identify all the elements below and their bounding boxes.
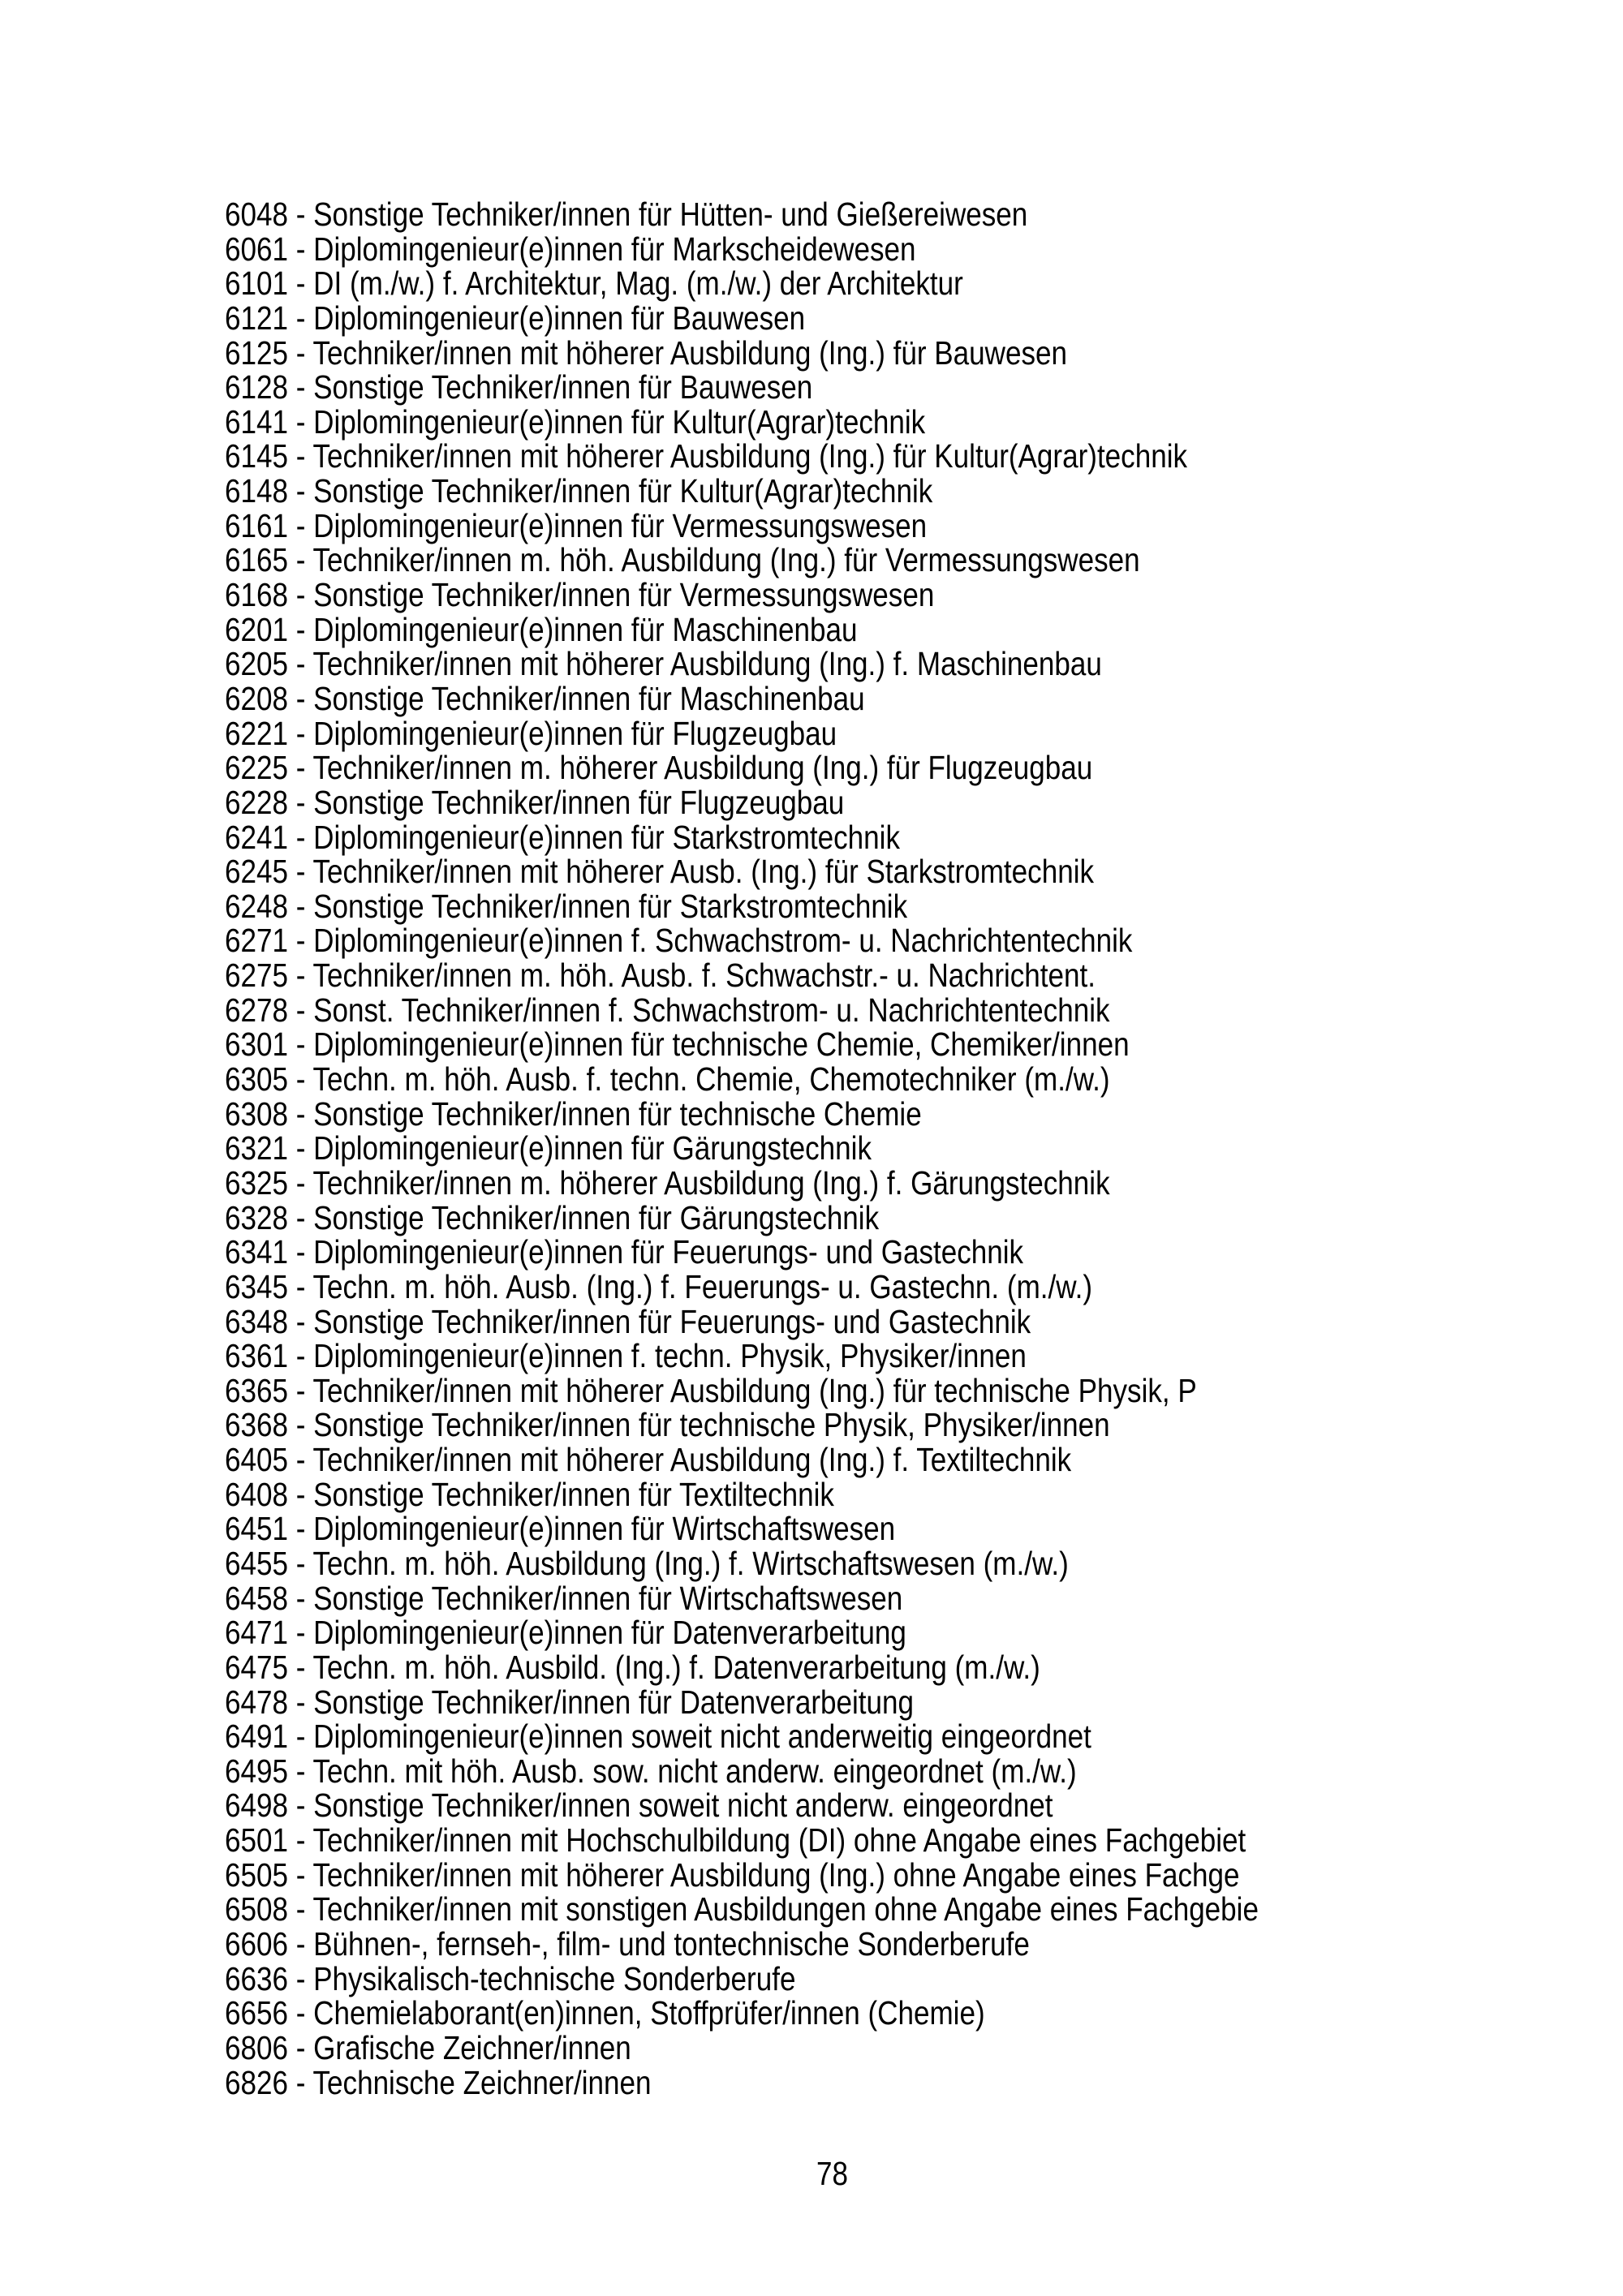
entry-text [225, 1371, 1197, 1409]
entry-separator: - [287, 368, 314, 406]
entry-text [225, 716, 837, 751]
entry-title: Techniker/innen mit höherer Ausbildung (Ing.) für Kultur(Agrar)technik [312, 437, 1188, 475]
entry-separator: - [287, 541, 313, 579]
list-item [225, 1855, 1434, 1894]
entry-text [225, 1855, 1240, 1894]
entry-separator: - [287, 1163, 313, 1202]
entry-separator: - [287, 1510, 314, 1548]
entry-text [225, 750, 1092, 785]
entry-separator: - [287, 1786, 314, 1825]
list-item [225, 681, 1434, 716]
entry-separator: - [287, 818, 314, 856]
entry-text [225, 1581, 902, 1616]
entry-text [225, 1823, 1246, 1858]
entry-code: 6501 [225, 1821, 288, 1860]
entry-text [225, 1408, 1110, 1443]
entry-text [225, 1198, 880, 1236]
list-item [225, 1062, 1434, 1097]
entry-code: 6455 [225, 1544, 288, 1582]
entry-separator: - [287, 1129, 314, 1167]
entry-text [225, 681, 865, 716]
entry-text [225, 1094, 922, 1133]
entry-separator: - [287, 299, 314, 337]
entry-text [225, 197, 1027, 232]
entry-text [225, 333, 1068, 372]
entry-code: 6451 [225, 1510, 288, 1548]
list-item [225, 1339, 1434, 1374]
entry-code: 6205 [225, 645, 288, 683]
list-item [225, 1788, 1434, 1823]
entry-separator: - [287, 1855, 313, 1894]
list-item [225, 1823, 1434, 1858]
entry-title: Sonstige Techniker/innen für Datenverarbeitung [313, 1683, 915, 1721]
entry-title: Diplomingenieur(e)innen für Vermessungswesen [313, 506, 928, 544]
entry-title: Sonstige Techniker/innen für Flugzeugbau [313, 783, 845, 821]
entry-code: 6321 [225, 1129, 288, 1167]
entry-code: 6241 [225, 818, 288, 856]
entry-code: 6101 [225, 264, 288, 303]
list-item [225, 1235, 1434, 1270]
entry-code: 6495 [225, 1752, 288, 1790]
entry-title: Diplomingenieur(e)innen für Datenverarbeitung [313, 1614, 906, 1652]
entry-code: 6145 [225, 437, 288, 475]
entry-title: Techniker/innen mit höherer Ausb. (Ing.) für Starkstromtechnik [312, 853, 1095, 891]
list-item [225, 750, 1434, 785]
list-item [225, 333, 1434, 372]
entry-separator: - [287, 1579, 314, 1617]
entry-text [225, 1719, 1091, 1754]
entry-code: 6368 [225, 1406, 288, 1444]
entry-code: 6348 [225, 1302, 288, 1340]
list-item [225, 2028, 1434, 2066]
entry-text [225, 1511, 895, 1546]
entry-title: Diplomingenieur(e)innen soweit nicht anderweitig eingeordnet [313, 1718, 1091, 1756]
entry-text [225, 1927, 1030, 1962]
entry-title: Sonst. Techniker/innen f. Schwachstrom- u. Nachrichtentechnik [313, 991, 1110, 1029]
entry-text [225, 370, 812, 405]
entry-separator: - [287, 2028, 314, 2066]
entry-separator: - [287, 402, 314, 441]
entry-text [225, 647, 1102, 681]
entry-code: 6365 [225, 1371, 288, 1409]
entry-text [225, 266, 963, 301]
occupation-code-list [225, 197, 1434, 2100]
list-item [225, 1546, 1434, 1581]
entry-code: 6471 [225, 1614, 288, 1652]
list-item [225, 232, 1434, 267]
entry-title: Techniker/innen mit höherer Ausbildung (Ing.) f. Textiltechnik [312, 1441, 1072, 1479]
entry-code: 6606 [225, 1925, 288, 1963]
entry-separator: - [287, 1544, 313, 1582]
list-item [225, 1198, 1434, 1236]
entry-text [225, 506, 928, 544]
entry-text [225, 1235, 1023, 1270]
entry-text [225, 1788, 1053, 1823]
entry-title: Sonstige Techniker/innen für Maschinenbau [313, 679, 865, 717]
entry-code: 6405 [225, 1441, 288, 1479]
entry-code: 6128 [225, 368, 288, 406]
entry-code: 6168 [225, 576, 288, 614]
entry-title: Diplomingenieur(e)innen f. techn. Physik, Physiker/innen [313, 1337, 1027, 1375]
list-item [225, 1685, 1434, 1720]
entry-separator: - [287, 853, 313, 891]
entry-text [225, 1163, 1110, 1202]
entry-title: Diplomingenieur(e)innen für Starkstromtechnik [313, 818, 900, 856]
entry-text [225, 2063, 652, 2101]
entry-title: Techniker/innen mit höherer Ausbildung (Ing.) ohne Angabe eines Fachge [312, 1855, 1240, 1894]
entry-separator: - [287, 1718, 314, 1756]
list-item [225, 402, 1434, 441]
entry-separator: - [287, 887, 314, 925]
entry-separator: - [287, 576, 314, 614]
list-item [225, 266, 1434, 301]
entry-title: Diplomingenieur(e)innen für Markscheidewesen [313, 230, 916, 268]
entry-code: 6505 [225, 1855, 288, 1894]
entry-code: 6345 [225, 1267, 288, 1305]
entry-text [225, 2028, 631, 2066]
entry-title: Techn. m. höh. Ausb. f. techn. Chemie, Chemotechniker (m./w.) [312, 1060, 1110, 1099]
entry-text [225, 923, 1132, 958]
list-item [225, 439, 1434, 474]
entry-code: 6275 [225, 957, 288, 995]
entry-separator: - [287, 506, 314, 544]
entry-title: Physikalisch-technische Sonderberufe [313, 1959, 796, 1997]
entry-code: 6228 [225, 783, 288, 821]
entry-text [225, 578, 934, 613]
list-item [225, 1581, 1434, 1616]
list-item [225, 785, 1434, 820]
list-item [225, 1927, 1434, 1962]
entry-separator: - [287, 1198, 314, 1236]
entry-code: 6125 [225, 333, 288, 372]
list-item [225, 647, 1434, 681]
entry-title: Sonstige Techniker/innen für Hütten- und Gießereiwesen [313, 196, 1028, 233]
entry-title: Diplomingenieur(e)innen f. Schwachstrom- u. Nachrichtentechnik [313, 922, 1133, 960]
entry-code: 6278 [225, 991, 288, 1029]
entry-title: Techniker/innen mit Hochschulbildung (DI) ohne Angabe eines Fachgebiet [312, 1821, 1246, 1860]
entry-text [225, 1650, 1040, 1685]
entry-code: 6328 [225, 1198, 288, 1236]
entry-code: 6826 [225, 2063, 288, 2101]
list-item [225, 854, 1434, 889]
entry-text [225, 993, 1110, 1028]
entry-code: 6475 [225, 1648, 288, 1686]
entry-title: Sonstige Techniker/innen für Wirtschaftswesen [313, 1579, 903, 1617]
entry-separator: - [287, 1302, 314, 1340]
entry-title: Grafische Zeichner/innen [313, 2028, 631, 2066]
entry-separator: - [287, 714, 314, 752]
list-item [225, 1650, 1434, 1685]
entry-code: 6208 [225, 679, 288, 717]
entry-title: Diplomingenieur(e)innen für technische Chemie, Chemiker/innen [313, 1025, 1130, 1064]
entry-code: 6121 [225, 299, 288, 337]
entry-code: 6408 [225, 1475, 288, 1513]
entry-title: Diplomingenieur(e)innen für Bauwesen [313, 299, 806, 337]
entry-text [225, 1443, 1071, 1477]
list-item [225, 1027, 1434, 1062]
list-item [225, 923, 1434, 958]
entry-title: Sonstige Techniker/innen für Kultur(Agrar)technik [313, 472, 933, 510]
entry-code: 6301 [225, 1025, 288, 1064]
entry-code: 6636 [225, 1959, 288, 1997]
entry-separator: - [287, 2063, 313, 2101]
entry-title: Sonstige Techniker/innen für technische Physik, Physiker/innen [313, 1406, 1110, 1444]
entry-separator: - [287, 230, 314, 268]
list-item [225, 610, 1434, 648]
list-item [225, 1302, 1434, 1340]
entry-title: Techniker/innen mit höherer Ausbildung (Ing.) für Bauwesen [312, 333, 1068, 372]
entry-code: 6225 [225, 749, 288, 787]
entry-title: Sonstige Techniker/innen für technische Chemie [313, 1094, 922, 1133]
entry-code: 6656 [225, 1994, 288, 2032]
entry-separator: - [287, 957, 313, 995]
entry-code: 6478 [225, 1683, 288, 1721]
list-item [225, 370, 1434, 405]
entry-title: Techniker/innen mit höherer Ausbildung (Ing.) für technische Physik, P [312, 1371, 1197, 1409]
entry-separator: - [287, 1406, 314, 1444]
list-item [225, 1719, 1434, 1754]
list-item [225, 1892, 1434, 1927]
entry-text [225, 474, 932, 509]
entry-separator: - [287, 1060, 313, 1099]
entry-text [225, 1959, 796, 1997]
entry-separator: - [287, 679, 314, 717]
entry-separator: - [287, 1025, 314, 1064]
list-item [225, 1163, 1434, 1202]
entry-title: Techn. m. höh. Ausbildung (Ing.) f. Wirtschaftswesen (m./w.) [312, 1544, 1069, 1582]
entry-title: Techn. m. höh. Ausbild. (Ing.) f. Datenverarbeitung (m./w.) [312, 1648, 1040, 1686]
entry-separator: - [287, 1890, 313, 1928]
entry-code: 6806 [225, 2028, 288, 2066]
entry-text [225, 1477, 834, 1512]
entry-separator: - [287, 1959, 314, 1997]
entry-separator: - [287, 1821, 313, 1860]
entry-title: Techniker/innen m. höherer Ausbildung (Ing.) f. Gärungstechnik [312, 1163, 1110, 1202]
entry-title: Technische Zeichner/innen [312, 2063, 652, 2101]
entry-separator: - [287, 1614, 314, 1652]
entry-code: 6508 [225, 1890, 288, 1928]
entry-code: 6048 [225, 196, 288, 233]
entry-code: 6491 [225, 1718, 288, 1756]
list-item [225, 1959, 1434, 1997]
list-item [225, 1094, 1434, 1133]
entry-separator: - [287, 1648, 313, 1686]
entry-separator: - [287, 1094, 314, 1133]
entry-title: DI (m./w.) f. Architektur, Mag. (m./w.) der Architektur [313, 264, 963, 303]
list-item [225, 197, 1434, 232]
list-item [225, 506, 1434, 544]
list-item [225, 1408, 1434, 1443]
entry-separator: - [287, 264, 314, 303]
list-item [225, 1511, 1434, 1546]
entry-code: 6221 [225, 714, 288, 752]
entry-title: Diplomingenieur(e)innen für Kultur(Agrar)technik [313, 402, 926, 441]
entry-text [225, 301, 805, 336]
entry-code: 6341 [225, 1233, 288, 1271]
entry-title: Diplomingenieur(e)innen für Wirtschaftswesen [313, 1510, 896, 1548]
entry-text [225, 232, 916, 267]
entry-text [225, 1267, 1093, 1305]
entry-separator: - [287, 783, 314, 821]
entry-text [225, 1302, 1031, 1340]
entry-code: 6161 [225, 506, 288, 544]
entry-text [225, 958, 1096, 993]
list-item [225, 1615, 1434, 1650]
list-item [225, 1371, 1434, 1409]
entry-text [225, 610, 858, 648]
entry-separator: - [287, 1752, 313, 1790]
entry-title: Sonstige Techniker/innen für Starkstromtechnik [313, 887, 908, 925]
list-item [225, 474, 1434, 509]
entry-text [225, 854, 1094, 889]
list-item [225, 993, 1434, 1028]
entry-code: 6498 [225, 1786, 288, 1825]
entry-title: Bühnen-, fernseh-, film- und tontechnische Sonderberufe [313, 1925, 1030, 1963]
entry-title: Chemielaborant(en)innen, Stoffprüfer/innen (Chemie) [313, 1994, 985, 2032]
entry-title: Sonstige Techniker/innen für Bauwesen [313, 368, 813, 406]
entry-separator: - [287, 196, 314, 233]
entry-text [225, 1996, 985, 2031]
entry-text [225, 1027, 1130, 1062]
entry-code: 6308 [225, 1094, 288, 1133]
list-item [225, 2063, 1434, 2101]
entry-separator: - [287, 1371, 313, 1409]
entry-text [225, 820, 900, 855]
entry-title: Techniker/innen m. höh. Ausbildung (Ing.) für Vermessungswesen [312, 541, 1140, 579]
entry-separator: - [287, 1994, 314, 2032]
list-item [225, 301, 1434, 336]
entry-separator: - [287, 437, 313, 475]
entry-title: Techniker/innen m. höherer Ausbildung (Ing.) für Flugzeugbau [312, 749, 1093, 787]
entry-title: Diplomingenieur(e)innen für Gärungstechnik [313, 1129, 872, 1167]
entry-title: Sonstige Techniker/innen soweit nicht anderw. eingeordnet [313, 1786, 1053, 1825]
entry-separator: - [287, 991, 314, 1029]
list-item [225, 958, 1434, 993]
list-item [225, 889, 1434, 924]
entry-title: Sonstige Techniker/innen für Gärungstechnik [313, 1198, 880, 1236]
entry-text [225, 1131, 872, 1166]
entry-code: 6271 [225, 922, 288, 960]
entry-code: 6165 [225, 541, 288, 579]
entry-separator: - [287, 610, 314, 648]
list-item [225, 1443, 1434, 1477]
entry-text [225, 785, 844, 820]
page-number-text: 78 [816, 2155, 848, 2192]
entry-title: Diplomingenieur(e)innen für Feuerungs- und Gastechnik [313, 1233, 1024, 1271]
page-number [816, 2156, 854, 2191]
entry-title: Techniker/innen mit sonstigen Ausbildungen ohne Angabe eines Fachgebie [312, 1890, 1259, 1928]
entry-separator: - [287, 1441, 313, 1479]
entry-text [225, 1892, 1259, 1927]
entry-title: Sonstige Techniker/innen für Feuerungs- und Gastechnik [313, 1302, 1031, 1340]
entry-code: 6245 [225, 853, 288, 891]
entry-separator: - [287, 1267, 313, 1305]
entry-code: 6458 [225, 1579, 288, 1617]
entry-title: Diplomingenieur(e)innen für Maschinenbau [313, 610, 858, 648]
entry-code: 6248 [225, 887, 288, 925]
entry-text [225, 402, 926, 441]
list-item [225, 578, 1434, 613]
entry-title: Sonstige Techniker/innen für Vermessungswesen [313, 576, 935, 614]
entry-text [225, 889, 907, 924]
list-item [225, 820, 1434, 855]
entry-separator: - [287, 922, 314, 960]
entry-text [225, 1685, 914, 1720]
list-item [225, 543, 1434, 578]
entry-separator: - [287, 1925, 314, 1963]
entry-text [225, 1546, 1069, 1581]
entry-separator: - [287, 472, 314, 510]
entry-separator: - [287, 1475, 314, 1513]
entry-separator: - [287, 1683, 314, 1721]
entry-code: 6148 [225, 472, 288, 510]
list-item [225, 1131, 1434, 1166]
entry-title: Techn. mit höh. Ausb. sow. nicht anderw. eingeordnet (m./w.) [312, 1752, 1077, 1790]
entry-code: 6201 [225, 610, 288, 648]
entry-separator: - [287, 1233, 314, 1271]
entry-code: 6061 [225, 230, 288, 268]
entry-title: Sonstige Techniker/innen für Textiltechnik [313, 1475, 834, 1513]
list-item [225, 1267, 1434, 1305]
list-item [225, 1754, 1434, 1789]
entry-code: 6325 [225, 1163, 288, 1202]
entry-text [225, 543, 1140, 578]
list-item [225, 1477, 1434, 1512]
entry-separator: - [287, 645, 313, 683]
entry-code: 6141 [225, 402, 288, 441]
entry-code: 6305 [225, 1060, 288, 1099]
entry-code: 6361 [225, 1337, 288, 1375]
entry-title: Diplomingenieur(e)innen für Flugzeugbau [313, 714, 837, 752]
entry-text [225, 1062, 1109, 1097]
entry-title: Techn. m. höh. Ausb. (Ing.) f. Feuerungs- u. Gastechn. (m./w.) [312, 1267, 1093, 1305]
entry-text [225, 1339, 1027, 1374]
entry-separator: - [287, 333, 313, 372]
entry-text [225, 1754, 1077, 1789]
entry-title: Techniker/innen mit höherer Ausbildung (Ing.) f. Maschinenbau [312, 645, 1102, 683]
entry-text [225, 1615, 906, 1650]
entry-separator: - [287, 1337, 314, 1375]
list-item [225, 1996, 1434, 2031]
entry-separator: - [287, 749, 313, 787]
list-item [225, 716, 1434, 751]
entry-title: Techniker/innen m. höh. Ausb. f. Schwachstr.- u. Nachrichtent. [312, 957, 1096, 995]
entry-text [225, 439, 1187, 474]
